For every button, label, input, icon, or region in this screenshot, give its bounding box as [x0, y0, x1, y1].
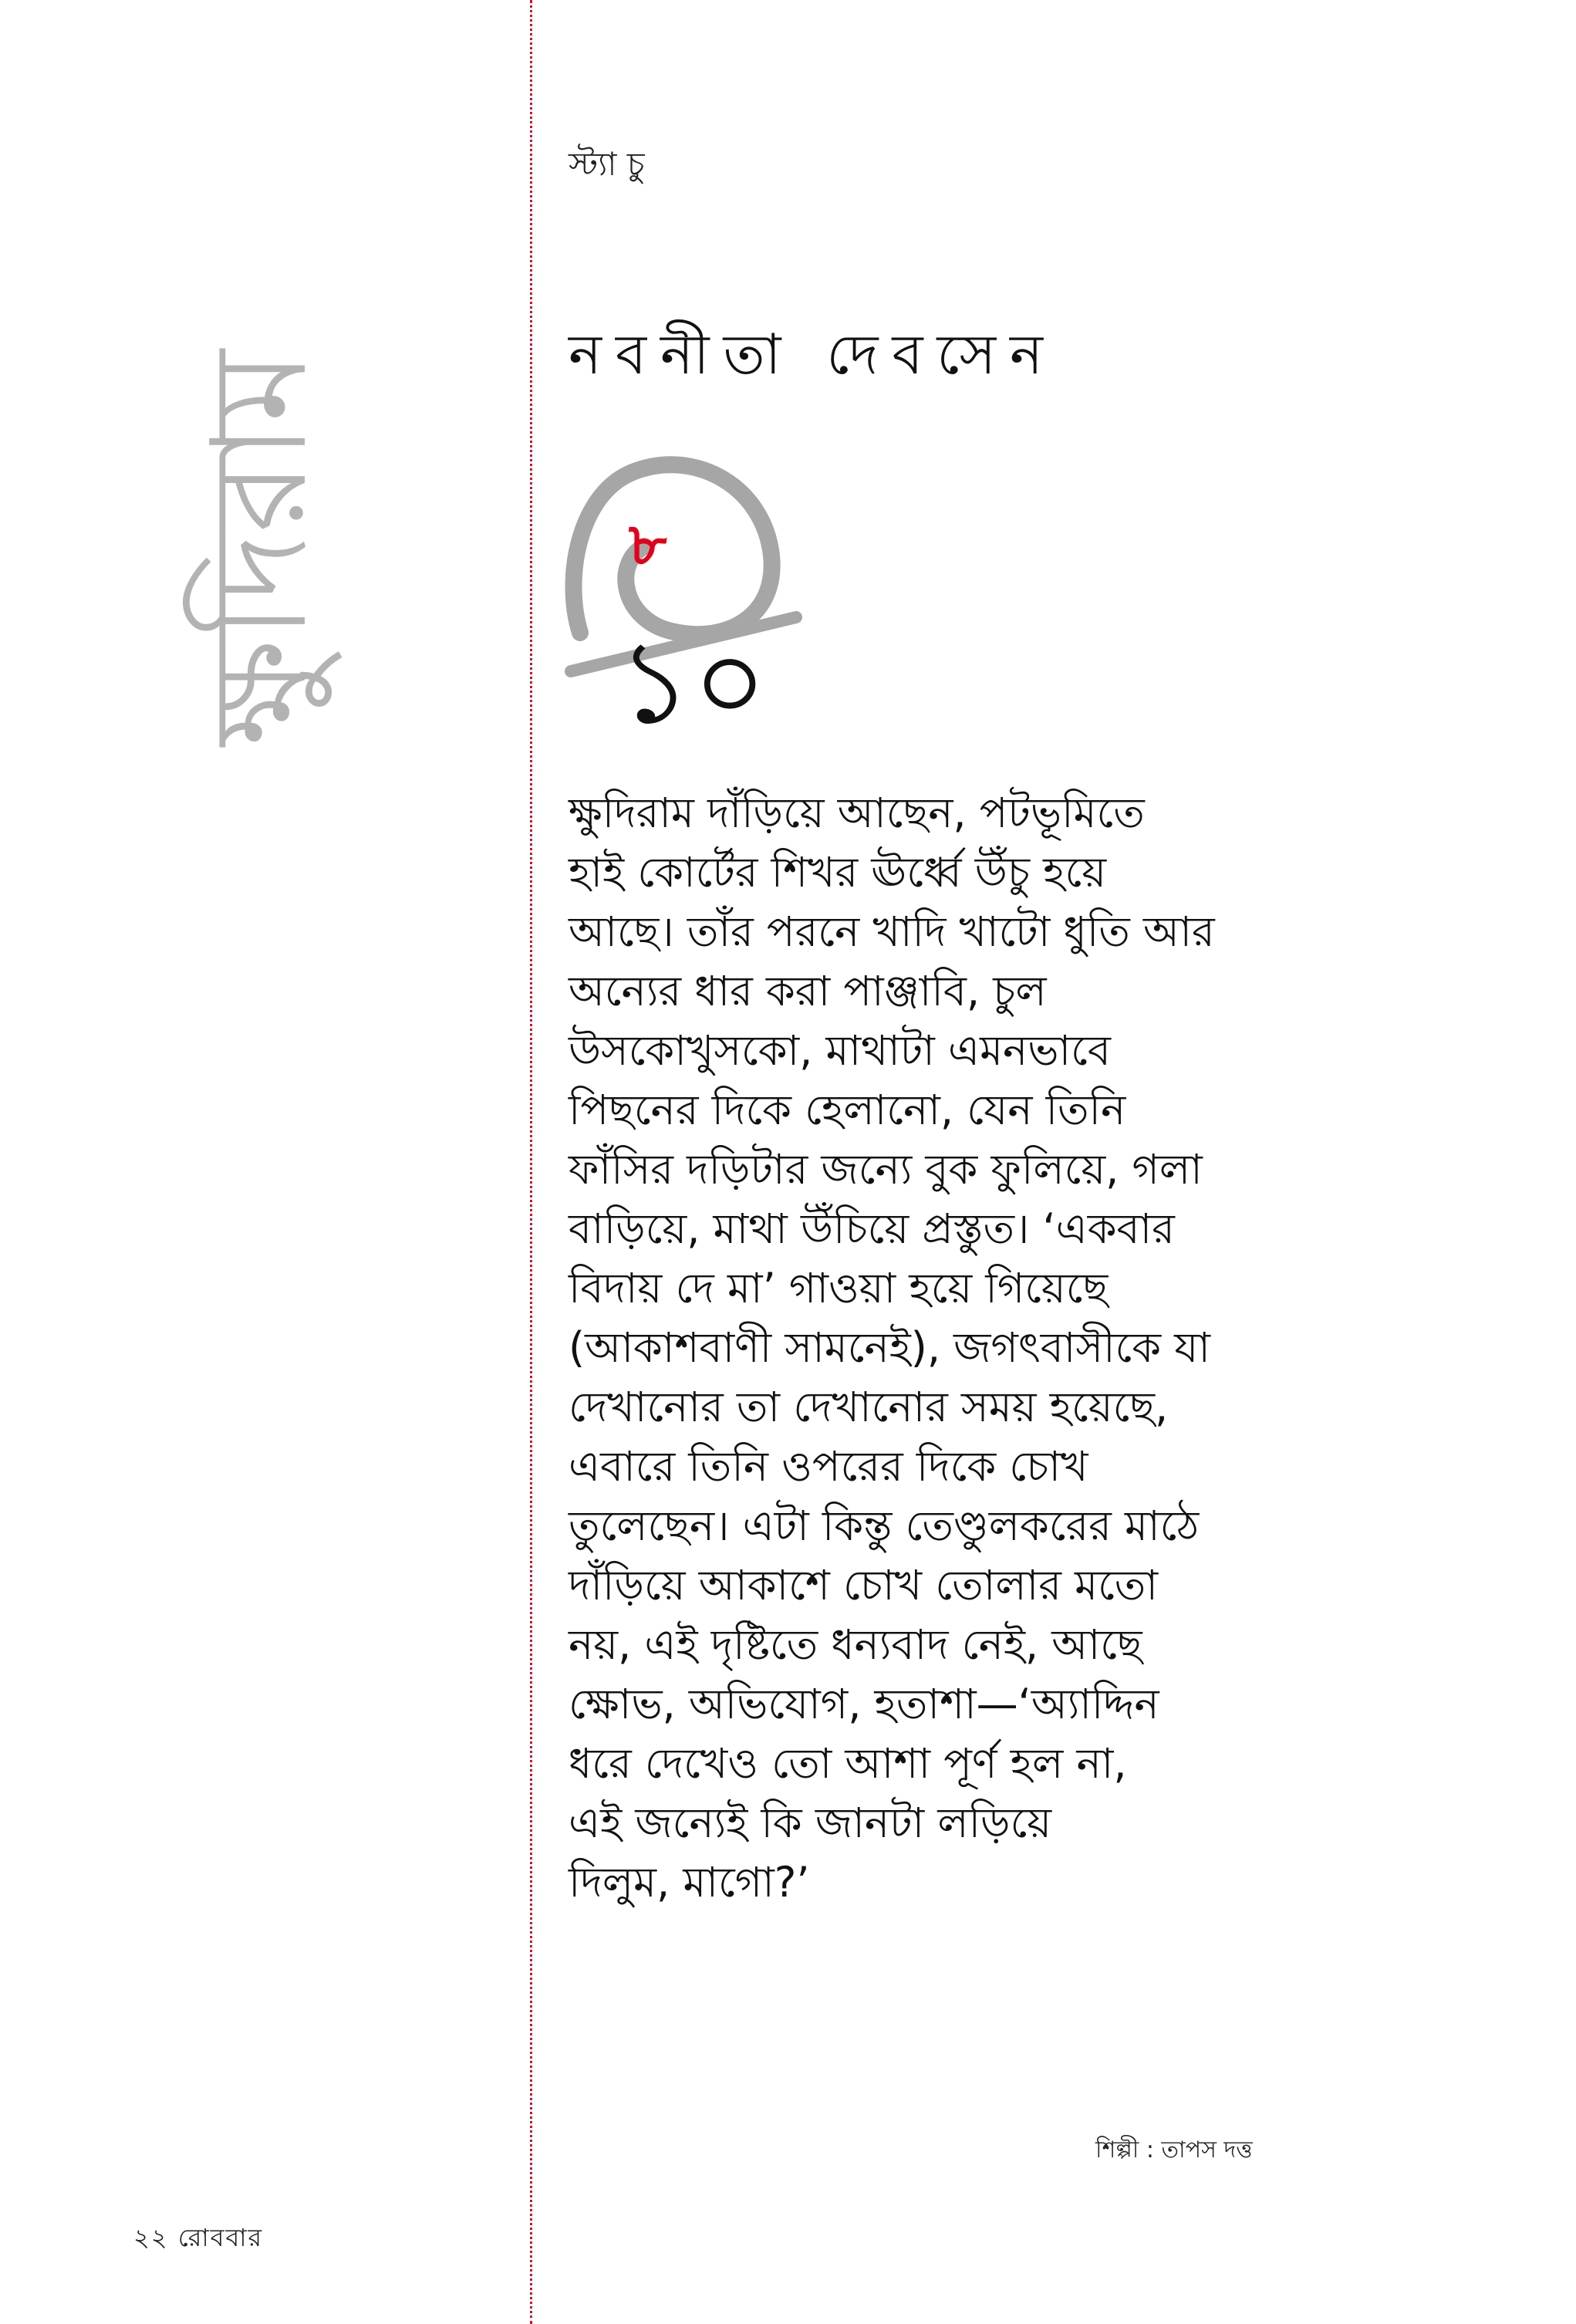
episode-part-number: ৮	[629, 510, 667, 579]
body-line: ধরে দেখেও তো আশা পূর্ণ হল না,	[569, 1739, 1127, 1788]
page-divider-line	[530, 0, 532, 2324]
episode-total-number: ১০	[617, 616, 768, 750]
body-line: ফাঁসির দড়িটার জন্যে বুক ফুলিয়ে, গলা	[569, 1145, 1203, 1194]
body-line: আছে। তাঁর পরনে খাদি খাটো ধুতি আর	[569, 907, 1215, 956]
page-folio: ২২ রোববার	[133, 2223, 264, 2252]
badge-swoosh-icon	[573, 464, 771, 634]
body-line: (আকাশবাণী সামনেই), জগৎবাসীকে যা	[569, 1323, 1210, 1372]
body-line: ক্ষোভ, অভিযোগ, হতাশা—‘অ্যাদ্দিন	[569, 1680, 1159, 1728]
body-line: এই জন্যেই কি জানটা লড়িয়ে	[569, 1799, 1052, 1847]
vertical-section-title: ক্ষুদিরাম	[184, 350, 336, 746]
body-line: এবারে তিনি ওপরের দিকে চোখ	[569, 1442, 1088, 1491]
body-line: বিদায় দে মা’ গাওয়া হয়ে গিয়েছে	[569, 1264, 1109, 1312]
author-name: নবনীতা দেবসেন	[569, 322, 1057, 387]
body-line: দিলুম, মাগো?’	[569, 1858, 810, 1907]
body-line: বাড়িয়ে, মাথা উঁচিয়ে প্রস্তুত। ‘একবার	[569, 1204, 1175, 1253]
body-line: তুলেছেন। এটা কিন্তু তেণ্ডুলকরের মাঠে	[569, 1501, 1200, 1550]
artist-credit: শিল্পী : তাপস দত্ত	[1095, 2137, 1253, 2164]
body-line: হাই কোর্টের শিখর ঊর্ধ্বে উঁচু হয়ে	[569, 848, 1107, 897]
body-line: দেখানোর তা দেখানোর সময় হয়েছে,	[569, 1383, 1169, 1431]
article-body	[569, 783, 1263, 1912]
body-line: দাঁড়িয়ে আকাশে চোখ তোলার মতো	[569, 1561, 1158, 1610]
body-line: অন্যের ধার করা পাঞ্জাবি, চুল	[569, 967, 1047, 1015]
series-label: স্ট্যা চু	[569, 145, 645, 183]
body-line: উসকোখুসকো, মাথাটা এমনভাবে	[569, 1026, 1111, 1075]
body-line: পিছনের দিকে হেলানো, যেন তিনি	[569, 1086, 1126, 1134]
body-line: নয়, এই দৃষ্টিতে ধন্যবাদ নেই, আছে	[569, 1620, 1142, 1669]
body-line: ক্ষুদিরাম দাঁড়িয়ে আছেন, পটভূমিতে	[569, 789, 1145, 837]
